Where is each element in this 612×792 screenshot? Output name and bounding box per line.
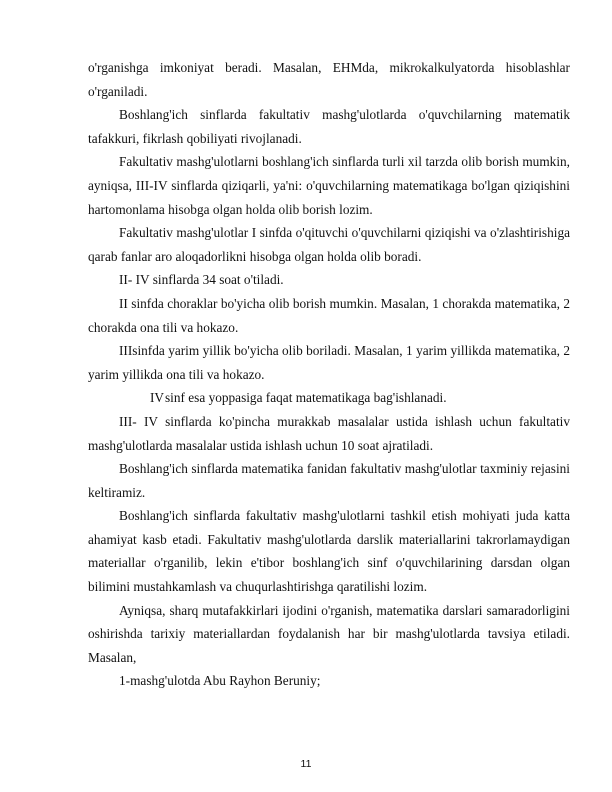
- paragraph: Fakultativ mashg'ulotlar I sinfda o'qituvchi o'quvchilarni qiziqishi va o'zlashtirishiga qarab fanlar aro aloqadorlikni hisobga olgan holda olib boradi.: [88, 225, 570, 264]
- paragraph: II sinfda choraklar bo'yicha olib borish mumkin. Masalan, 1 chorakda matematika, 2 chorakda ona tili va hokazo.: [88, 295, 570, 335]
- paragraph: Ayniqsa, sharq mutafakkirlari ijodini o'rganish, matematika darslari samaradorligini oshirishda tarixiy materiallardan foydalanish har bir mashg'ulotlarda tavsiya etiladi. Masalan,: [88, 602, 570, 665]
- paragraph: Boshlang'ich sinflarda fakultativ mashg'ulotlarni tashkil etish mohiyati juda katta ahamiyat kasb etadi. Fakultativ mashg'ulotlarda darslik materiallarini takrorlamaydigan materiallar o'rganilib, lekin e'tibor boshlang'ich sinf o'quvchilarining darsdan olgan bilimini mustahkamlash va chuqurlashtirishga qaratilishi lozim.: [88, 508, 570, 595]
- paragraph: Boshlang'ich sinflarda matematika fanidan fakultativ mashg'ulotlar taxminiy rejasini keltiramiz.: [88, 461, 570, 500]
- paragraph: Fakultativ mashg'ulotlarni boshlang'ich sinflarda turli xil tarzda olib borish mumkin, ayniqsa, III-IV sinflarda qiziqarli, ya'ni: o'quvchilarning matematikaga bo'lgan qiziqishini hartomonlama hisobga olgan holda olib borish lozim.: [88, 154, 570, 217]
- body-text: [88, 56, 570, 693]
- paragraph: IIIsinfda yarim yillik bo'yicha olib boriladi. Masalan, 1 yarim yillikda matematika, 2 yarim yillikda ona tili va hokazo.: [88, 343, 570, 382]
- paragraph-text: sinf esa yoppasiga faqat matematikaga bag'ishlanadi.: [165, 390, 447, 406]
- paragraph: Boshlang'ich sinflarda fakultativ mashg'ulotlarda o'quvchilarning matematik tafakkuri, fikrlash qobiliyati rivojlanadi.: [88, 107, 570, 146]
- paragraph: 1-mashg'ulotda Abu Rayhon Beruniy;: [119, 673, 321, 689]
- page-number: 11: [300, 758, 312, 770]
- paragraph: III- IV sinflarda ko'pincha murakkab masalalar ustida ishlash uchun fakultativ mashg'ulotlarda masalalar ustida ishlash uchun 10 soat ajratiladi.: [88, 413, 570, 453]
- paragraph: [88, 386, 570, 410]
- paragraph: II- IV sinflarda 34 soat o'tiladi.: [119, 272, 284, 288]
- paragraph: o'rganishga imkoniyat beradi. Masalan, EHMda, mikrokalkulyatorda hisoblashlar o'rganiladi.: [88, 60, 570, 99]
- paragraph-number: IV: [150, 390, 165, 406]
